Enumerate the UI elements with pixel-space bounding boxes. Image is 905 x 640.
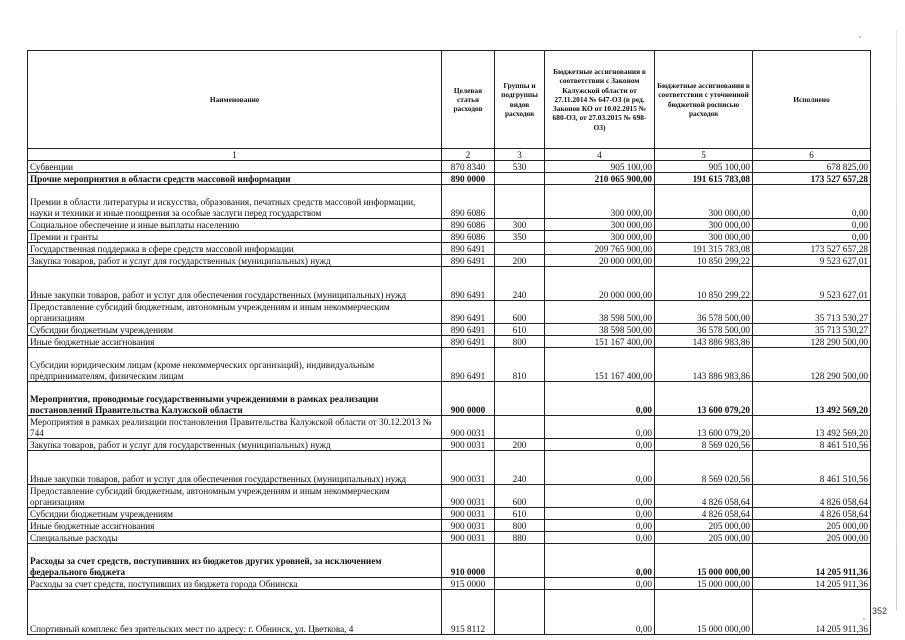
row-name-cell: Иные бюджетные ассигнования: [28, 336, 442, 348]
column-number-row: [28, 149, 871, 161]
row-law-allocation-cell: 300 000,00: [545, 219, 655, 231]
row-expense-group-cell: 800: [495, 520, 545, 532]
page-number: 352: [871, 606, 887, 616]
row-refined-allocation-cell: 15 000 000,00: [655, 578, 753, 590]
column-number: 1: [28, 149, 442, 161]
column-number: 2: [442, 149, 495, 161]
table-row: [28, 173, 871, 185]
row-executed-cell: 0,00: [753, 185, 871, 219]
row-target-article-cell: 890 6491: [442, 301, 495, 324]
row-law-allocation-cell: 210 065 900,00: [545, 173, 655, 185]
row-target-article-cell: 900 0031: [442, 485, 495, 508]
column-number: 5: [655, 149, 753, 161]
row-refined-allocation-cell: 36 578 500,00: [655, 324, 753, 336]
row-expense-group-cell: 600: [495, 485, 545, 508]
row-expense-group-cell: 240: [495, 451, 545, 485]
budget-table: [27, 50, 871, 635]
row-target-article-cell: 900 0000: [442, 382, 495, 416]
table-row: [28, 382, 871, 416]
row-refined-allocation-cell: 205 000,00: [655, 520, 753, 532]
row-name-cell: Предоставление субсидий бюджетным, автономным учреждениям и иным некоммерческим организациям: [28, 301, 442, 324]
row-target-article-cell: 910 0000: [442, 544, 495, 578]
row-expense-group-cell: 300: [495, 219, 545, 231]
row-expense-group-cell: [495, 578, 545, 590]
column-number: 3: [495, 149, 545, 161]
row-expense-group-cell: [495, 416, 545, 439]
row-law-allocation-cell: 209 765 900,00: [545, 243, 655, 255]
table-row: [28, 578, 871, 590]
table-row: [28, 185, 871, 219]
row-expense-group-cell: 880: [495, 532, 545, 544]
row-executed-cell: 128 290 500,00: [753, 348, 871, 382]
row-target-article-cell: 900 0031: [442, 508, 495, 520]
row-name-cell: Мероприятия, проводимые государственными учреждениями в рамках реализации постановлений Правительства Калужской области: [28, 382, 442, 416]
row-executed-cell: 205 000,00: [753, 520, 871, 532]
row-executed-cell: 35 713 530,27: [753, 324, 871, 336]
column-number: 6: [753, 149, 871, 161]
row-name-cell: Расходы за счет средств, поступивших из бюджетов других уровней, за исключением федерального бюджета: [28, 544, 442, 578]
row-refined-allocation-cell: 143 886 983,86: [655, 348, 753, 382]
row-law-allocation-cell: 38 598 500,00: [545, 301, 655, 324]
row-refined-allocation-cell: 300 000,00: [655, 231, 753, 243]
row-executed-cell: 14 205 911,36: [753, 578, 871, 590]
row-refined-allocation-cell: 205 000,00: [655, 532, 753, 544]
row-refined-allocation-cell: 300 000,00: [655, 219, 753, 231]
row-name-cell: Премии в области литературы и искусства, образования, печатных средств массовой информации, науки и техники и иные поощрения за особые заслуги перед государством: [28, 185, 442, 219]
row-expense-group-cell: 800: [495, 336, 545, 348]
row-refined-allocation-cell: 8 569 020,56: [655, 451, 753, 485]
row-target-article-cell: 890 6491: [442, 267, 495, 301]
row-target-article-cell: 890 6491: [442, 243, 495, 255]
row-target-article-cell: 915 8112: [442, 590, 495, 635]
row-refined-allocation-cell: 10 850 299,22: [655, 255, 753, 267]
row-executed-cell: 678 825,00: [753, 161, 871, 173]
row-name-cell: Субсидии бюджетным учреждениям: [28, 508, 442, 520]
row-expense-group-cell: 530: [495, 161, 545, 173]
row-name-cell: Мероприятия в рамках реализации постановления Правительства Калужской области от 30.12.2013 № 744: [28, 416, 442, 439]
row-executed-cell: 0,00: [753, 231, 871, 243]
table-row: [28, 590, 871, 635]
row-target-article-cell: 890 6491: [442, 324, 495, 336]
row-name-cell: Социальное обеспечение и иные выплаты населению: [28, 219, 442, 231]
table-row: [28, 485, 871, 508]
row-name-cell: Премии и гранты: [28, 231, 442, 243]
header-target-article: Целевая статья расходов: [442, 51, 495, 149]
row-expense-group-cell: 610: [495, 324, 545, 336]
row-expense-group-cell: 200: [495, 255, 545, 267]
row-expense-group-cell: [495, 382, 545, 416]
row-name-cell: Спортивный комплекс без зрительских мест по адресу: г. Обнинск, ул. Цветкова, 4: [28, 590, 442, 635]
table-row: [28, 267, 871, 301]
table-row: [28, 301, 871, 324]
row-target-article-cell: 890 6086: [442, 185, 495, 219]
row-name-cell: Специальные расходы: [28, 532, 442, 544]
table-row: [28, 439, 871, 451]
row-expense-group-cell: [495, 544, 545, 578]
row-target-article-cell: 900 0031: [442, 439, 495, 451]
row-law-allocation-cell: 905 100,00: [545, 161, 655, 173]
row-executed-cell: 35 713 530,27: [753, 301, 871, 324]
row-expense-group-cell: 200: [495, 439, 545, 451]
row-name-cell: Расходы за счет средств, поступивших из бюджета города Обнинска: [28, 578, 442, 590]
row-expense-group-cell: [495, 185, 545, 219]
header-name: Наименование: [28, 51, 442, 149]
row-executed-cell: 205 000,00: [753, 532, 871, 544]
row-refined-allocation-cell: 13 600 079,20: [655, 416, 753, 439]
table-row: [28, 508, 871, 520]
row-name-cell: Государственная поддержка в сфере средств массовой информации: [28, 243, 442, 255]
table-row: [28, 324, 871, 336]
row-name-cell: Субсидии юридическим лицам (кроме некоммерческих организаций), индивидуальным предпринимателям, физическим лицам: [28, 348, 442, 382]
row-target-article-cell: 900 0031: [442, 520, 495, 532]
row-refined-allocation-cell: 905 100,00: [655, 161, 753, 173]
table-row: [28, 161, 871, 173]
row-law-allocation-cell: 0,00: [545, 532, 655, 544]
row-law-allocation-cell: 0,00: [545, 544, 655, 578]
scan-speck: [859, 36, 861, 38]
table-row: [28, 336, 871, 348]
column-number: 4: [545, 149, 655, 161]
row-law-allocation-cell: 151 167 400,00: [545, 348, 655, 382]
row-refined-allocation-cell: 191 315 783,08: [655, 243, 753, 255]
row-refined-allocation-cell: 143 886 983,86: [655, 336, 753, 348]
table-header-row: [28, 51, 871, 149]
row-expense-group-cell: 810: [495, 348, 545, 382]
row-target-article-cell: 890 0000: [442, 173, 495, 185]
row-name-cell: Предоставление субсидий бюджетным, автономным учреждениям и иным некоммерческим организациям: [28, 485, 442, 508]
row-refined-allocation-cell: 8 569 020,56: [655, 439, 753, 451]
table-row: [28, 532, 871, 544]
row-target-article-cell: 890 6491: [442, 255, 495, 267]
row-law-allocation-cell: 20 000 000,00: [545, 255, 655, 267]
row-target-article-cell: 900 0031: [442, 416, 495, 439]
row-expense-group-cell: 350: [495, 231, 545, 243]
table-row: [28, 255, 871, 267]
row-refined-allocation-cell: 10 850 299,22: [655, 267, 753, 301]
row-executed-cell: 9 523 627,01: [753, 255, 871, 267]
row-target-article-cell: 870 8340: [442, 161, 495, 173]
row-law-allocation-cell: 0,00: [545, 451, 655, 485]
row-target-article-cell: 915 0000: [442, 578, 495, 590]
table-row: [28, 231, 871, 243]
row-executed-cell: 8 461 510,56: [753, 451, 871, 485]
row-target-article-cell: 890 6086: [442, 219, 495, 231]
table-row: [28, 348, 871, 382]
row-target-article-cell: 890 6491: [442, 336, 495, 348]
row-expense-group-cell: [495, 173, 545, 185]
row-executed-cell: 14 205 911,36: [753, 544, 871, 578]
row-name-cell: Субсидии бюджетным учреждениям: [28, 324, 442, 336]
row-law-allocation-cell: 300 000,00: [545, 185, 655, 219]
row-law-allocation-cell: 38 598 500,00: [545, 324, 655, 336]
row-law-allocation-cell: 0,00: [545, 416, 655, 439]
table-row: [28, 451, 871, 485]
row-target-article-cell: 890 6086: [442, 231, 495, 243]
row-name-cell: Иные закупки товаров, работ и услуг для обеспечения государственных (муниципальных) нужд: [28, 267, 442, 301]
row-executed-cell: 173 527 657,28: [753, 173, 871, 185]
row-expense-group-cell: 610: [495, 508, 545, 520]
row-law-allocation-cell: 0,00: [545, 382, 655, 416]
row-executed-cell: 4 826 058,64: [753, 508, 871, 520]
row-target-article-cell: 900 0031: [442, 532, 495, 544]
row-name-cell: Прочие мероприятия в области средств массовой информации: [28, 173, 442, 185]
row-target-article-cell: 890 6491: [442, 348, 495, 382]
row-expense-group-cell: 600: [495, 301, 545, 324]
row-executed-cell: 14 205 911,36: [753, 590, 871, 635]
table-row: [28, 219, 871, 231]
row-law-allocation-cell: 0,00: [545, 590, 655, 635]
header-executed: Исполнено: [753, 51, 871, 149]
row-executed-cell: 8 461 510,56: [753, 439, 871, 451]
row-law-allocation-cell: 0,00: [545, 439, 655, 451]
row-law-allocation-cell: 300 000,00: [545, 231, 655, 243]
row-refined-allocation-cell: 36 578 500,00: [655, 301, 753, 324]
row-refined-allocation-cell: 4 826 058,64: [655, 485, 753, 508]
header-expense-groups: Группы и подгруппы видов расходов: [495, 51, 545, 149]
row-name-cell: Субвенции: [28, 161, 442, 173]
table-row: [28, 544, 871, 578]
row-law-allocation-cell: 151 167 400,00: [545, 336, 655, 348]
table-row: [28, 416, 871, 439]
scan-edge-shadow: [896, 30, 897, 610]
row-name-cell: Закупка товаров, работ и услуг для государственных (муниципальных) нужд: [28, 439, 442, 451]
row-executed-cell: 4 826 058,64: [753, 485, 871, 508]
row-law-allocation-cell: 0,00: [545, 578, 655, 590]
table-row: [28, 243, 871, 255]
budget-table-sheet: [27, 50, 870, 635]
row-name-cell: Иные закупки товаров, работ и услуг для обеспечения государственных (муниципальных) нужд: [28, 451, 442, 485]
row-refined-allocation-cell: 15 000 000,00: [655, 544, 753, 578]
row-refined-allocation-cell: 4 826 058,64: [655, 508, 753, 520]
row-refined-allocation-cell: 191 615 783,08: [655, 173, 753, 185]
row-executed-cell: 173 527 657,28: [753, 243, 871, 255]
row-expense-group-cell: 240: [495, 267, 545, 301]
row-expense-group-cell: [495, 243, 545, 255]
row-executed-cell: 13 492 569,20: [753, 416, 871, 439]
row-law-allocation-cell: 0,00: [545, 520, 655, 532]
row-target-article-cell: 900 0031: [442, 451, 495, 485]
table-row: [28, 520, 871, 532]
row-law-allocation-cell: 20 000 000,00: [545, 267, 655, 301]
row-executed-cell: 0,00: [753, 219, 871, 231]
row-law-allocation-cell: 0,00: [545, 508, 655, 520]
header-refined-allocations: Бюджетные ассигнования в соответствии с уточненной бюджетной росписью расходов: [655, 51, 753, 149]
row-law-allocation-cell: 0,00: [545, 485, 655, 508]
row-expense-group-cell: [495, 590, 545, 635]
header-law-allocations: Бюджетные ассигнования в соответствии с Законом Калужской области от 27.11.2014 № 647-ОЗ (в ред. Законов КО от 10.02.2015 № 680-ОЗ, от 27.03.2015 № 698-ОЗ): [545, 51, 655, 149]
row-refined-allocation-cell: 15 000 000,00: [655, 590, 753, 635]
row-refined-allocation-cell: 300 000,00: [655, 185, 753, 219]
row-executed-cell: 9 523 627,01: [753, 267, 871, 301]
row-name-cell: Иные бюджетные ассигнования: [28, 520, 442, 532]
row-executed-cell: 13 492 569,20: [753, 382, 871, 416]
row-refined-allocation-cell: 13 600 079,20: [655, 382, 753, 416]
row-executed-cell: 128 290 500,00: [753, 336, 871, 348]
row-name-cell: Закупка товаров, работ и услуг для государственных (муниципальных) нужд: [28, 255, 442, 267]
